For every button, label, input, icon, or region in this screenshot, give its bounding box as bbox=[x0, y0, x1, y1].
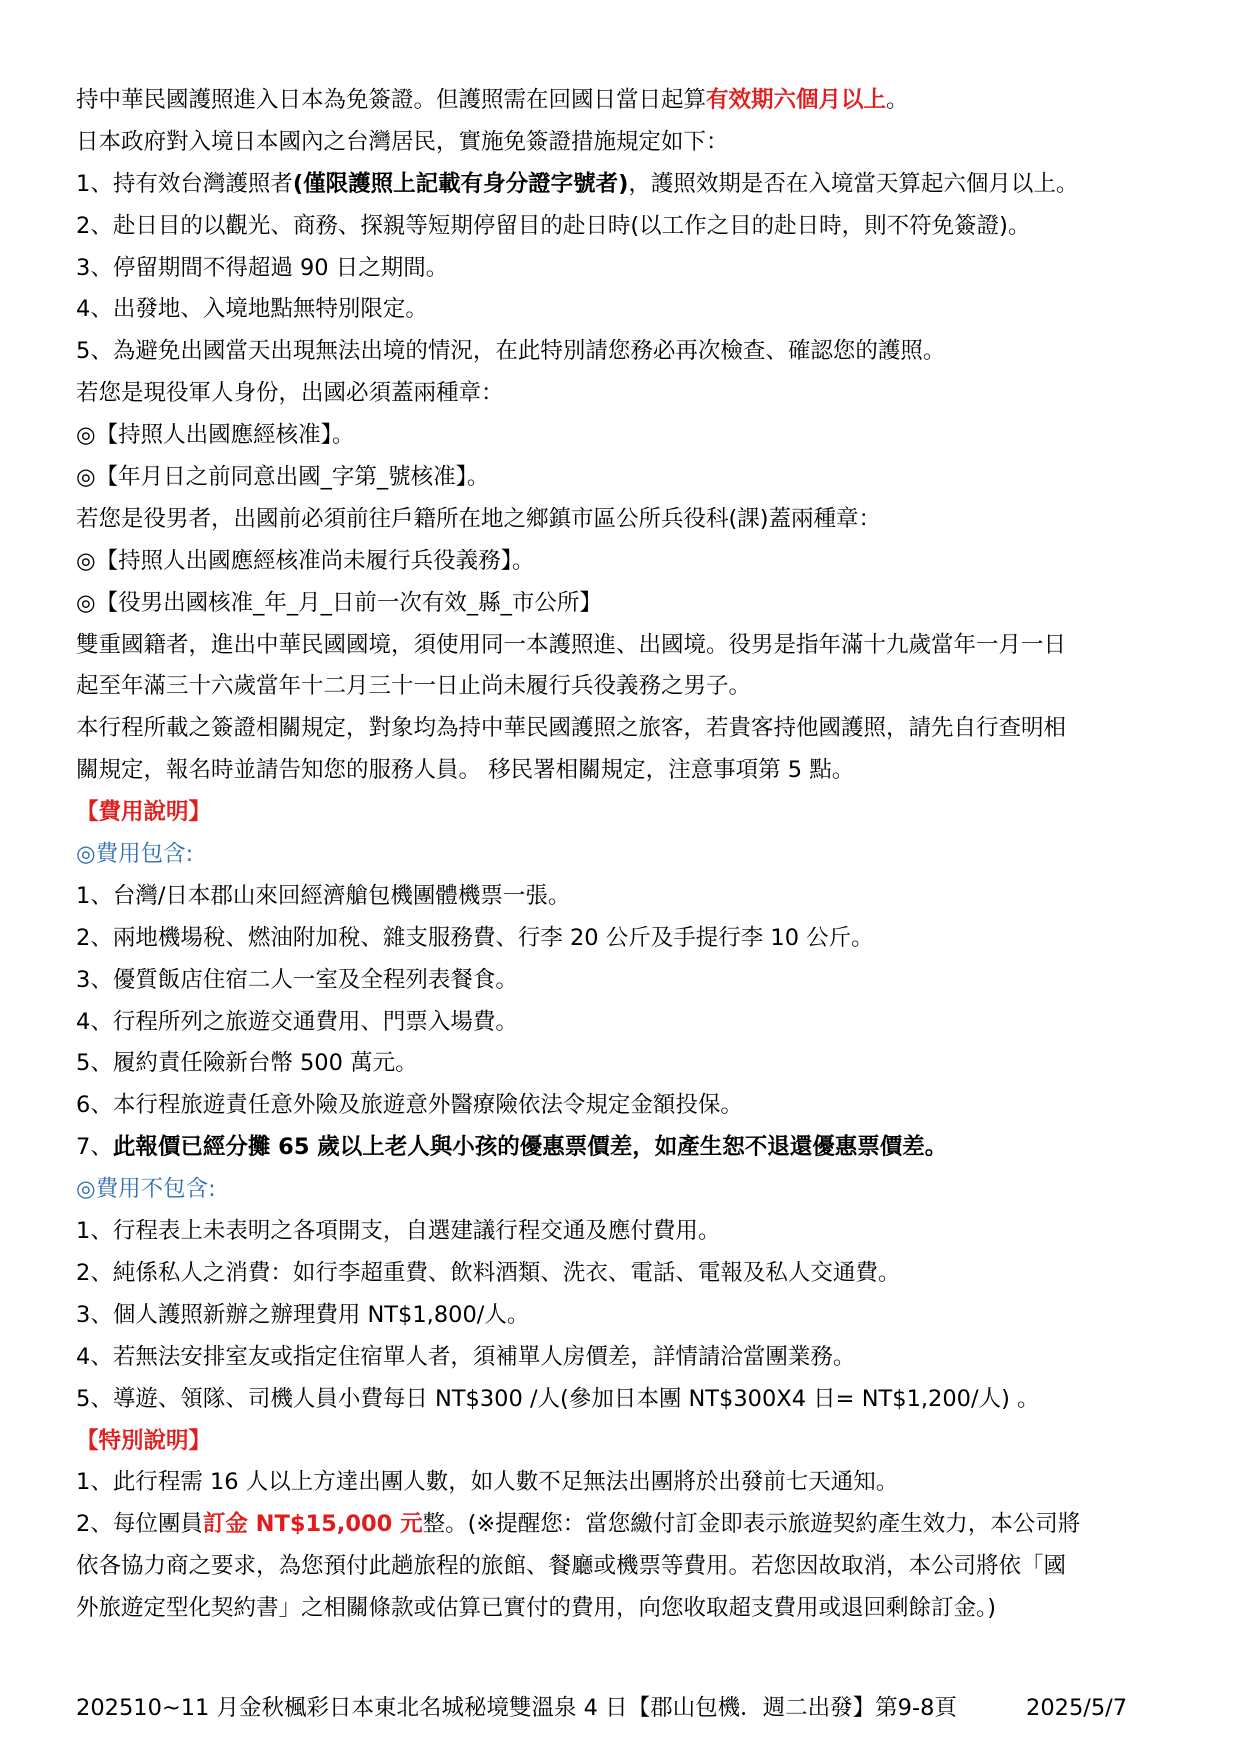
special-heading: 【特別說明】 bbox=[76, 1427, 212, 1454]
deposit-highlight: 訂金 NT$15,000 元 bbox=[202, 1511, 423, 1538]
visa-intro-text: 持中華民國護照進入日本為免簽證。但護照需在回國日當日起算 bbox=[76, 87, 707, 113]
visa-rule-2: 2、赴日目的以觀光、商務、探親等短期停留目的赴日時(以工作之目的赴日時，則不符免簽證)。 bbox=[76, 212, 1031, 239]
visa-rule-1 bbox=[76, 164, 1186, 206]
visa-rule-3: 3、停留期間不得超過 90 日之期間。 bbox=[76, 254, 449, 281]
draftee-stamp-1: ◎【持照人出國應經核准尚未履行兵役義務】。 bbox=[76, 547, 535, 574]
fees-include-item: 4、行程所列之旅遊交通費用、門票入場費。 bbox=[76, 1008, 518, 1035]
fees-include-7-number: 7、 bbox=[76, 1134, 113, 1161]
fees-include-item-7 bbox=[76, 1127, 1186, 1169]
footer-date: 2025/5/7 bbox=[1026, 1695, 1128, 1721]
visa-rule-4: 4、出發地、入境地點無特別限定。 bbox=[76, 296, 428, 323]
fees-include-item: 5、履約責任險新台幣 500 萬元。 bbox=[76, 1050, 418, 1077]
fees-include-7-bold: 此報價已經分攤 65 歲以上老人與小孩的優惠票價差，如產生恕不退還優惠票價差。 bbox=[112, 1134, 948, 1161]
visa-rule-1-text: 1、持有效台灣護照者 bbox=[76, 170, 293, 197]
military-stamp-1: ◎【持照人出國應經核准】。 bbox=[76, 422, 355, 449]
fees-exclude-item: 5、導遊、領隊、司機人員小費每日 NT$300 /人(參加日本團 NT$300X4 日= NT$1,200/人) 。 bbox=[76, 1385, 1040, 1412]
passport-validity-highlight: 有效期六個月以上 bbox=[706, 87, 887, 113]
dual-nationality-line-1: 雙重國籍者，進出中華民國國境，須使用同一本護照進、出國境。役男是指年滿十九歲當年一月一日 bbox=[76, 631, 1067, 658]
special-item-1: 1、此行程需 16 人以上方達出團人數，如人數不足無法出團將於出發前七天通知。 bbox=[76, 1469, 899, 1496]
document-body bbox=[76, 80, 1186, 1630]
visa-intro-line bbox=[76, 80, 1186, 122]
visa-rule-1-bold: (僅限護照上記載有身分證字號者) bbox=[292, 170, 629, 197]
fees-exclude-item: 1、行程表上未表明之各項開支，自選建議行程交通及應付費用。 bbox=[76, 1218, 721, 1245]
visa-intro-end: 。 bbox=[886, 87, 909, 113]
fees-exclude-item: 3、個人護照新辦之辦理費用 NT$1,800/人。 bbox=[76, 1301, 530, 1328]
fees-include-item: 3、優質飯店住宿二人一室及全程列表餐食。 bbox=[76, 966, 518, 993]
fees-include-item: 1、台灣/日本郡山來回經濟艙包機團體機票一張。 bbox=[76, 882, 571, 909]
draftee-note: 若您是役男者，出國前必須前往戶籍所在地之鄉鎮市區公所兵役科(課)蓋兩種章： bbox=[76, 505, 882, 532]
fees-include-item: 2、兩地機場稅、燃油附加稅、雜支服務費、行李 20 公斤及手提行李 10 公斤。 bbox=[76, 924, 874, 951]
special-item-2-text: 2、每位團員 bbox=[76, 1511, 203, 1538]
footer-title: 202510~11 月金秋楓彩日本東北名城秘境雙溫泉 4 日【郡山包機．週二出發】第9-8頁 bbox=[76, 1695, 957, 1721]
visa-rule-intro: 日本政府對入境日本國內之台灣居民，實施免簽證措施規定如下： bbox=[76, 128, 729, 155]
fees-include-item: 6、本行程旅遊責任意外險及旅遊意外醫療險依法令規定金額投保。 bbox=[76, 1092, 743, 1119]
page-footer bbox=[76, 1693, 1186, 1723]
special-item-2-line-2: 依各協力商之要求，為您預付此趟旅程的旅館、餐廳或機票等費用。若您因故取消，本公司將依「國 bbox=[76, 1553, 1067, 1580]
military-note: 若您是現役軍人身份，出國必須蓋兩種章： bbox=[76, 380, 504, 407]
fees-exclude-item: 2、純係私人之消費：如行李超重費、飲料酒類、洗衣、電話、電報及私人交通費。 bbox=[76, 1259, 901, 1286]
dual-nationality-line-2: 起至年滿三十六歲當年十二月三十一日止尚未履行兵役義務之男子。 bbox=[76, 673, 752, 700]
draftee-stamp-2: ◎【役男出國核准_年_月_日前一次有效_縣_市公所】 bbox=[76, 589, 602, 616]
fees-exclude-item: 4、若無法安排室友或指定住宿單人者，須補單人房價差，詳情請洽當團業務。 bbox=[76, 1343, 856, 1370]
special-item-2-line-3: 外旅遊定型化契約書」之相關條款或估算已實付的費用，向您收取超支費用或退回剩餘訂金。) bbox=[76, 1595, 997, 1622]
foreign-passport-line-2: 關規定，報名時並請告知您的服務人員。 移民署相關規定，注意事項第 5 點。 bbox=[76, 757, 855, 784]
visa-rule-5: 5、為避免出國當天出現無法出境的情況，在此特別請您務必再次檢查、確認您的護照。 bbox=[76, 338, 946, 365]
military-stamp-2: ◎【年月日之前同意出國_字第_號核准】。 bbox=[76, 464, 490, 491]
special-item-2-end: 整。(※提醒您：當您繳付訂金即表示旅遊契約產生效力，本公司將 bbox=[422, 1511, 1081, 1538]
visa-rule-1-end: ，護照效期是否在入境當天算起六個月以上。 bbox=[628, 170, 1079, 197]
fees-heading: 【費用說明】 bbox=[76, 799, 212, 826]
special-item-2 bbox=[76, 1504, 1186, 1546]
fees-include-title: ◎費用包含: bbox=[76, 841, 194, 868]
foreign-passport-line-1: 本行程所載之簽證相關規定，對象均為持中華民國護照之旅客，若貴客持他國護照，請先自行查明相 bbox=[76, 715, 1067, 742]
fees-exclude-title: ◎費用不包含: bbox=[76, 1176, 216, 1203]
